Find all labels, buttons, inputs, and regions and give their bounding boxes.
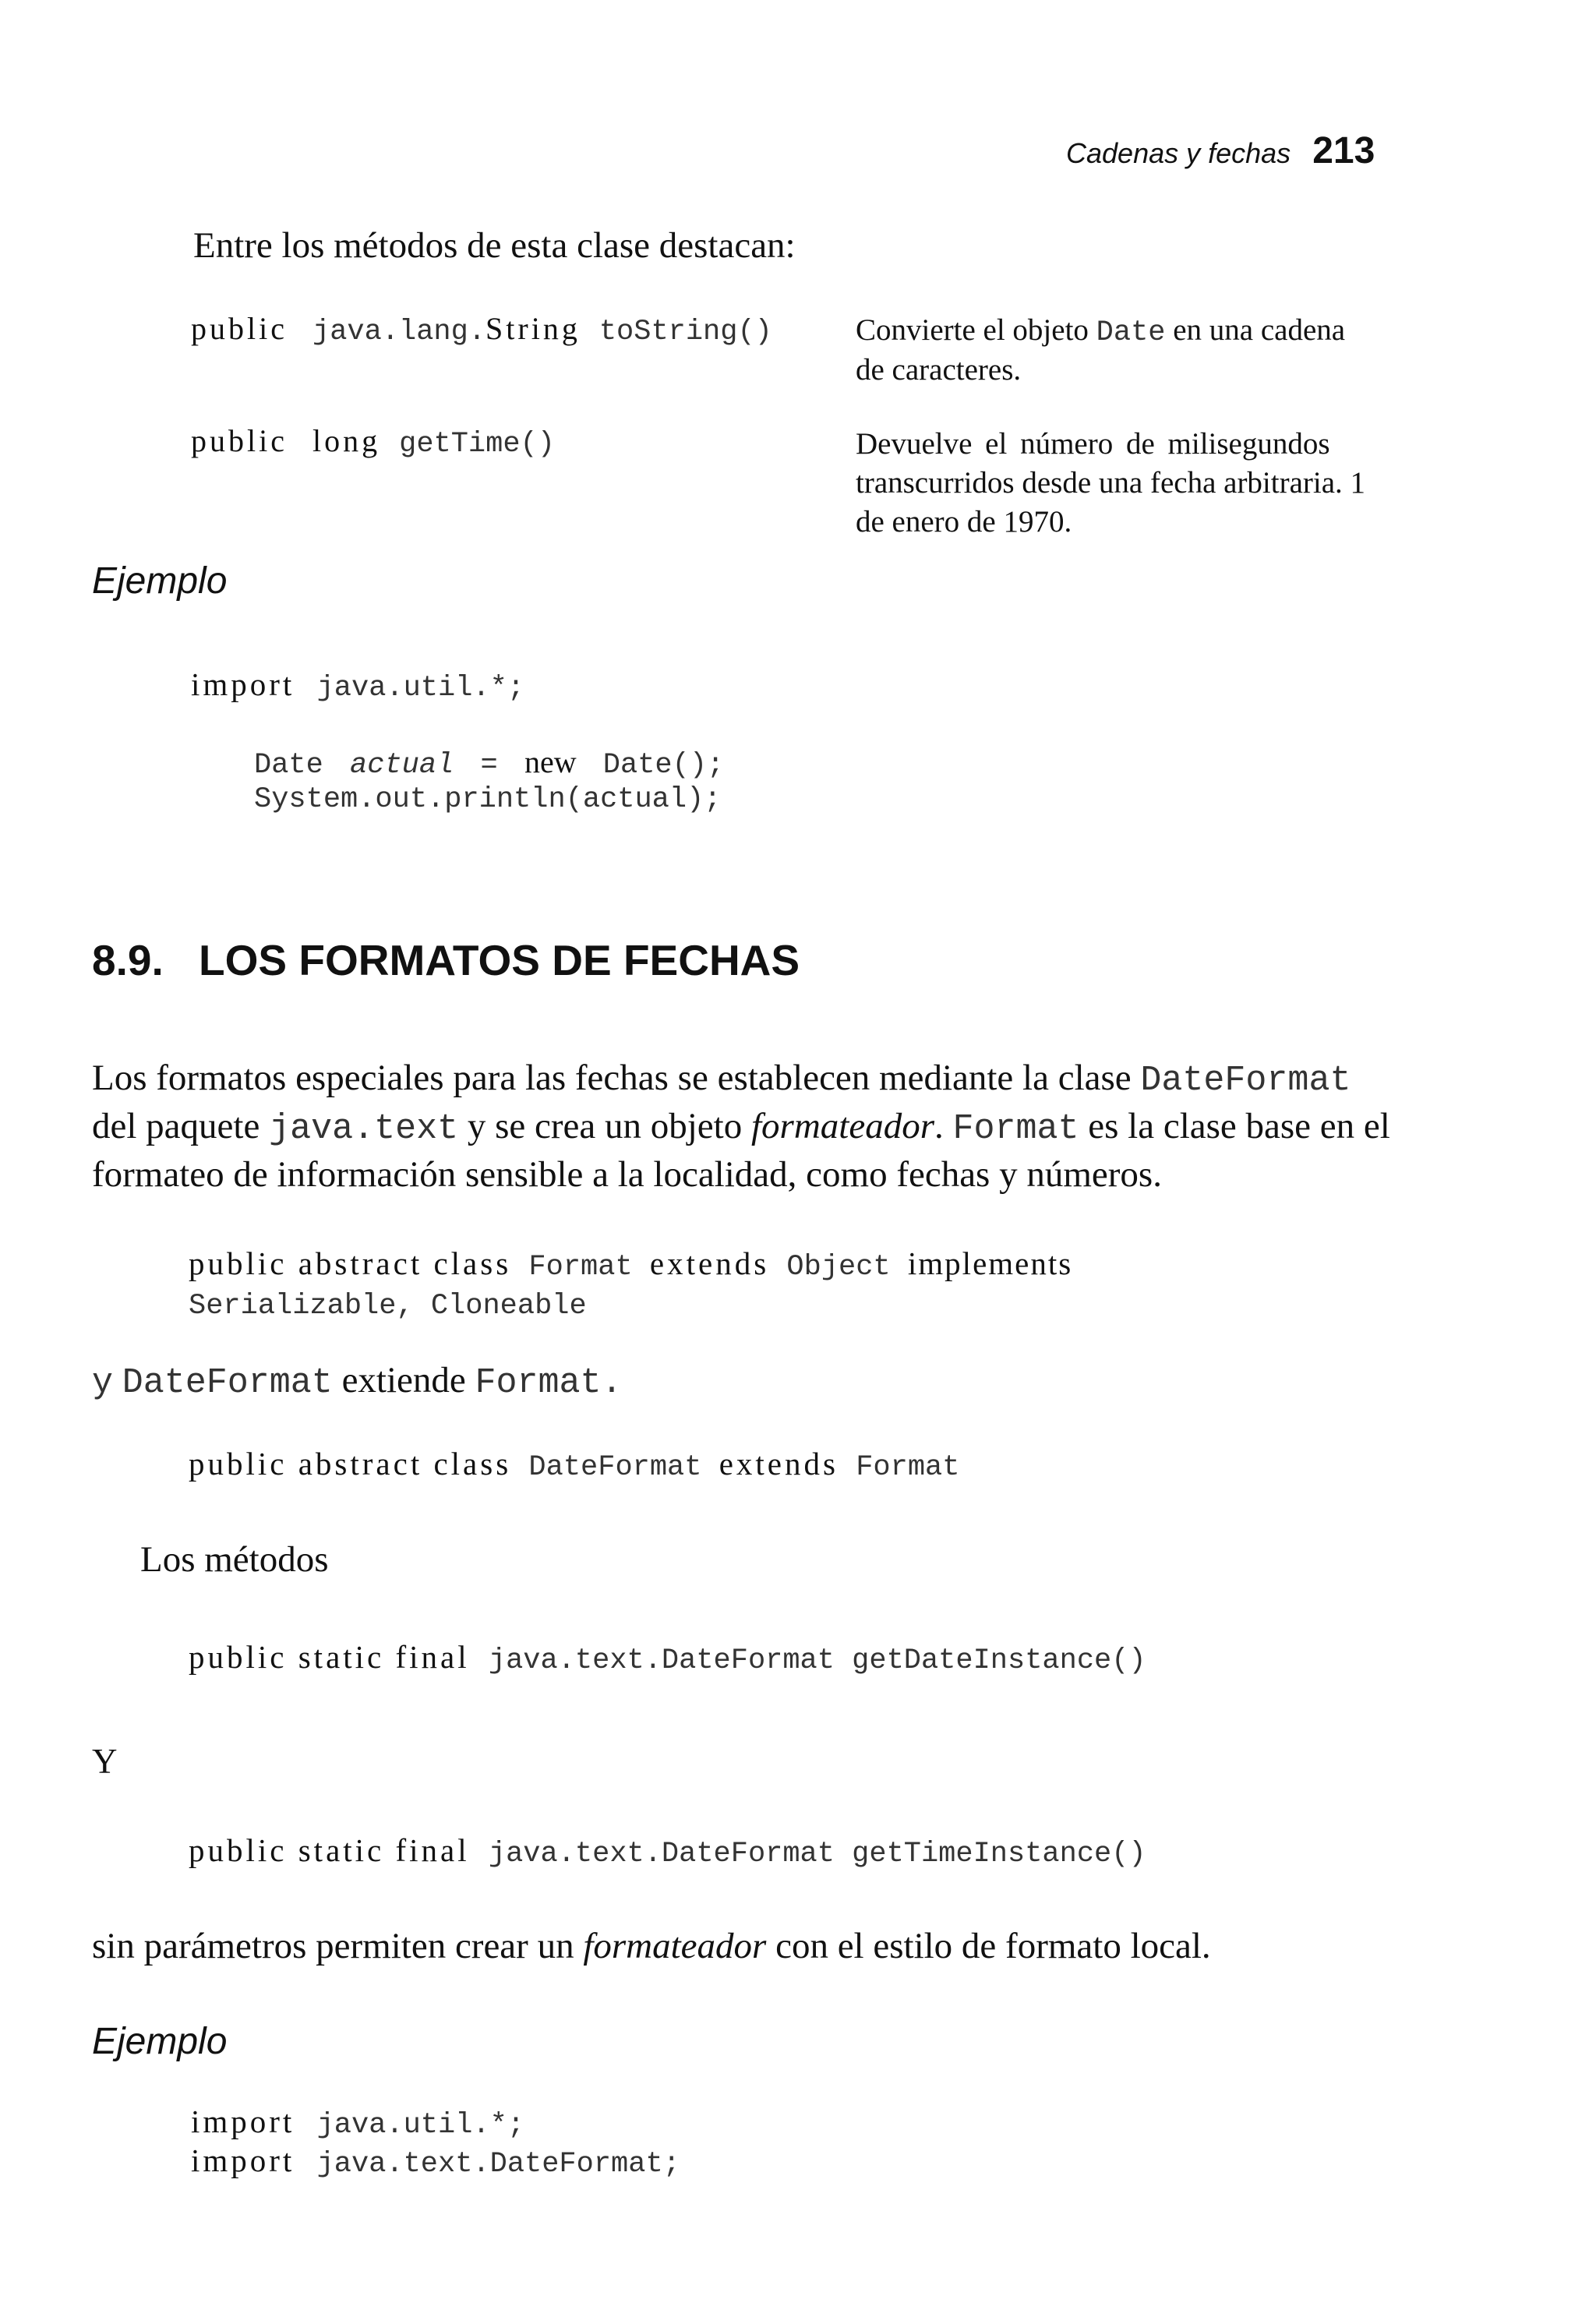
method-keyword: public — [191, 311, 288, 346]
method-desc-tostring: Convierte el objeto Date en una cadena de caracteres. — [856, 313, 1346, 387]
inline-code-date: Date — [1096, 316, 1166, 349]
example-heading-2: Ejemplo — [92, 2021, 228, 2062]
method-type: String — [486, 311, 581, 346]
declaration-gettimeinstance: public static final java.text.DateFormat getTimeInstance() — [189, 1832, 1146, 1870]
code-println-line: System.out.println(actual); — [254, 783, 722, 816]
sentence-extends: y DateFormat extiende Format. — [92, 1360, 623, 1403]
declaration-getdateinstance: public static final java.text.DateFormat getDateInstance() — [189, 1639, 1146, 1677]
code-import-dateformat: import java.text.DateFormat; — [191, 2142, 680, 2181]
intro-text: Entre los métodos de esta clase destacan: — [193, 225, 796, 266]
method-type-prefix: java.lang. — [312, 316, 486, 348]
method-row-tostring — [191, 310, 772, 348]
page-number: 213 — [1312, 130, 1375, 171]
method-name: getTime() — [399, 428, 555, 461]
inline-code: DateFormat — [1140, 1061, 1351, 1100]
code-import-util: import java.util.*; — [191, 2103, 525, 2142]
code-date-line: Date actual = new Date(); — [254, 744, 725, 782]
section-title: LOS FORMATOS DE FECHAS — [199, 936, 800, 984]
declaration-dateformat: public abstract class DateFormat extends Format — [189, 1446, 960, 1484]
running-title: Cadenas y fechas — [1066, 137, 1291, 169]
section-heading — [92, 935, 800, 985]
inline-code: java.text — [269, 1109, 459, 1149]
running-header — [1066, 129, 1375, 172]
method-desc-gettime: Devuelve el número de milisegundos transcurridos desde una fecha arbitraria. 1 de enero de 1970. — [856, 427, 1366, 539]
example-heading: Ejemplo — [92, 560, 228, 602]
inline-code: DateFormat — [122, 1363, 333, 1403]
methods-label: Los métodos — [140, 1539, 329, 1580]
declaration-format: public abstract class Format extends Object implements Serializable, Cloneable — [189, 1245, 1073, 1323]
method-row-gettime — [191, 422, 555, 461]
code-import-line: import java.util.*; — [191, 666, 525, 705]
y-label: Y — [92, 1742, 118, 1781]
method-keyword: public — [191, 423, 288, 458]
sentence-formateador: sin parámetros permiten crear un formateador con el estilo de formato local. — [92, 1926, 1211, 1966]
paragraph-dateformat: Los formatos especiales para las fechas se establecen mediante la clase DateFormat del paquete java.text y se crea un objeto formateador. Format es la clase base en el formateo de información sensible a la localidad, como fechas y números. — [92, 1058, 1390, 1195]
method-name: toString() — [598, 316, 772, 348]
method-type: long — [312, 423, 381, 458]
section-number: 8.9. — [92, 936, 164, 984]
inline-code: Format. — [475, 1363, 623, 1403]
inline-code: Format — [952, 1109, 1079, 1149]
